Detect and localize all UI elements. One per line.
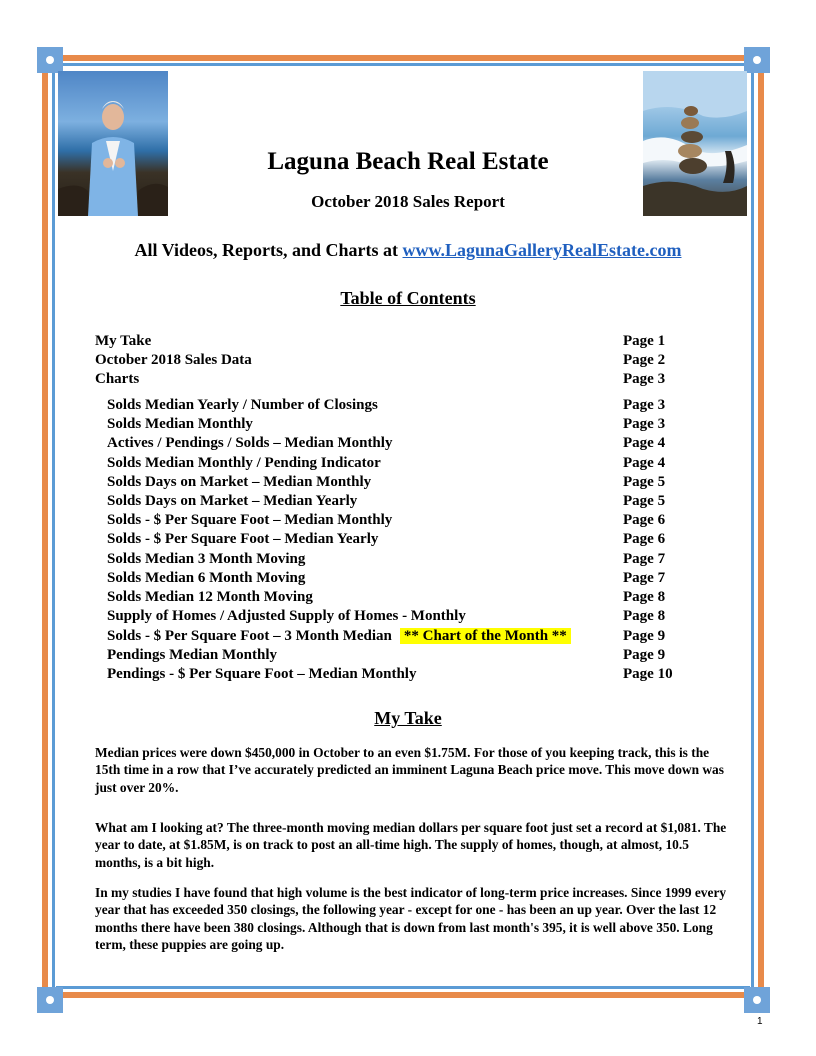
toc-page-number: Page 8 [623,608,666,624]
toc-row[interactable] [95,551,695,570]
toc-row[interactable] [95,352,695,371]
toc-page-number: Page 1 [623,333,666,349]
resize-handle-top-left[interactable] [37,47,63,73]
toc-page-number: Page 3 [623,416,666,432]
toc-label: Charts [95,371,140,387]
toc-row[interactable] [95,531,695,550]
resize-handle-top-right[interactable] [744,47,770,73]
toc-row[interactable] [95,608,695,627]
toc-label: Solds Median Monthly / Pending Indicator [107,455,381,471]
toc-label: Solds Days on Market – Median Monthly [107,474,372,490]
toc-label: Actives / Pendings / Solds – Median Monthly [107,435,393,451]
toc-heading: Table of Contents [340,288,476,308]
links-prefix: All Videos, Reports, and Charts at [134,240,403,260]
toc-label-with-badge [107,628,571,645]
frame-top-outer [42,55,764,61]
toc-label: Solds Median 12 Month Moving [107,589,313,605]
toc-row[interactable] [95,628,695,647]
website-link[interactable]: www.LagunaGalleryRealEstate.com [402,240,682,260]
toc-label: Solds - $ Per Square Foot – 3 Month Median [107,628,392,644]
toc-page-number: Page 7 [623,570,666,586]
toc-page-number: Page 10 [623,666,673,682]
document-title: Laguna Beach Real Estate [267,148,549,175]
toc-page-number: Page 5 [623,493,666,509]
my-take-paragraph-3: In my studies I have found that high volume is the best indicator of long-term price increases. Since 1999 every year that has exceeded 350 closings, the following year - except for one - has been an up year. Over the last 12 months there have been 380 closings. Although that is down from last month's 395, it is well above 350. Long term, these puppies are going up. [95,885,727,952]
toc-page-number: Page 6 [623,512,666,528]
toc-label: Pendings Median Monthly [107,647,278,663]
toc-label: Solds Median Monthly [107,416,253,432]
toc-row[interactable] [95,493,695,512]
toc-page-number: Page 4 [623,455,666,471]
toc-row[interactable] [95,474,695,493]
toc-page-number: Page 5 [623,474,666,490]
toc-label: Solds Days on Market – Median Yearly [107,493,358,509]
toc-row[interactable] [95,416,695,435]
toc-row[interactable] [95,435,695,454]
document-subtitle: October 2018 Sales Report [311,192,505,211]
toc-label: Supply of Homes / Adjusted Supply of Homes - Monthly [107,608,466,624]
toc-label: My Take [95,333,152,349]
toc-label: Solds Median 6 Month Moving [107,570,306,586]
frame-bottom-outer [42,992,764,998]
toc-row[interactable] [95,570,695,589]
toc-label: Solds - $ Per Square Foot – Median Yearly [107,531,379,547]
toc-row[interactable] [95,589,695,608]
toc-page-number: Page 3 [623,371,666,387]
toc-label: Pendings - $ Per Square Foot – Median Monthly [107,666,417,682]
my-take-paragraph-2: What am I looking at? The three-month moving median dollars per square foot just set a record at $1,081. The year to date, at $1.85M, is on track to post an all-time high. The supply of homes, though, at almost, 10.5 months, is a bit high. [95,820,727,870]
resize-handle-bottom-left[interactable] [37,987,63,1013]
toc-label: Solds Median 3 Month Moving [107,551,306,567]
toc-row[interactable] [95,666,695,685]
toc-page-number: Page 3 [623,397,666,413]
page-number: 1 [757,1016,763,1027]
toc-row[interactable] [95,371,695,390]
toc-page-number: Page 4 [623,435,666,451]
toc-row[interactable] [95,455,695,474]
toc-row[interactable] [95,397,695,416]
toc-row[interactable] [95,512,695,531]
toc-page-number: Page 2 [623,352,666,368]
toc-page-number: Page 8 [623,589,666,605]
resize-handle-bottom-right[interactable] [744,987,770,1013]
my-take-heading: My Take [374,708,442,728]
toc-page-number: Page 9 [623,647,666,663]
toc-page-number: Page 6 [623,531,666,547]
chart-of-the-month-badge: ** Chart of the Month ** [400,628,571,644]
toc-label: Solds - $ Per Square Foot – Median Monthly [107,512,393,528]
frame-bottom-inner [56,986,750,989]
my-take-paragraph-1: Median prices were down $450,000 in October to an even $1.75M. For those of you keeping track, this is the 15th time in a row that I’ve accurately predicted an imminent Laguna Beach price move. This move down was just over 20%. [95,745,724,795]
links-line [0,240,816,261]
toc-page-number: Page 9 [623,628,666,644]
toc-label: October 2018 Sales Data [95,352,252,368]
toc-row[interactable] [95,333,695,352]
toc-page-number: Page 7 [623,551,666,567]
toc-label: Solds Median Yearly / Number of Closings [107,397,378,413]
toc-row[interactable] [95,647,695,666]
frame-top-inner [56,63,750,66]
